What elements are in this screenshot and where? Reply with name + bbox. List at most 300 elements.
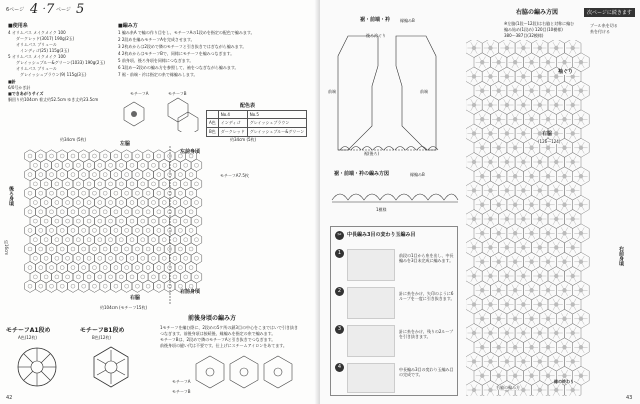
motif-hex (116, 178, 127, 190)
stitch-hex (565, 124, 582, 143)
instruction-line: 6 1段め～2段めの編み方を参照して、袖をつなぎながら編みます。 (118, 65, 239, 70)
stitch-hex (499, 267, 515, 286)
assembly-label-a: モチーフA (172, 379, 191, 384)
motif-hex (121, 280, 132, 292)
stitch-hex (515, 324, 532, 343)
edging-scallop (373, 147, 383, 151)
stitch-hex (474, 195, 491, 214)
stitch-hex (466, 67, 482, 86)
motif-hex (89, 168, 100, 180)
motif-hex (148, 215, 159, 227)
motif-hex (57, 187, 68, 199)
motif-hex (127, 234, 138, 246)
materials-line: インディゴ(25) 115g(3玉) (20, 48, 70, 53)
side-label: 右前身頃 (618, 246, 624, 266)
motif-hex (62, 252, 73, 264)
stitch-hex (499, 181, 515, 200)
stitch-hex (515, 124, 532, 143)
step-number: 2 (335, 287, 344, 296)
stitch-hex (556, 110, 572, 129)
motif-hex (121, 206, 132, 218)
motif-hex (111, 224, 122, 236)
motif-hex (132, 150, 143, 162)
stitch-hex (474, 138, 491, 157)
motif-hex (186, 261, 197, 273)
motif-hex (73, 196, 84, 208)
motif-hex (25, 261, 36, 273)
motif-hex (78, 187, 89, 199)
stitch-hex (474, 309, 491, 328)
upper-diagram-title: 裾・前端・衿 (360, 17, 391, 23)
stitch-hex (499, 96, 515, 115)
motif-hex (170, 252, 181, 264)
motif-hex (105, 252, 116, 264)
motif-hex (137, 234, 148, 246)
motif-hex (46, 187, 57, 199)
motif-hex (57, 206, 68, 218)
body-label: 右脇 (542, 131, 553, 137)
step-number: 4 (335, 363, 344, 372)
motif-hex (159, 196, 170, 208)
motif-hex (46, 206, 57, 218)
sleeve-note: ※左脇(1段～12段)は右脇と対称に編む (504, 21, 575, 26)
stitch-hex (507, 138, 524, 157)
stitch-hex (491, 252, 507, 271)
motif-hex (25, 150, 36, 162)
motif-hex (73, 252, 84, 264)
materials-line: ■できあがりサイズ (8, 91, 44, 96)
motif-hex (121, 243, 132, 255)
motif-a-diagram (14, 344, 60, 390)
motif-hex (30, 196, 41, 208)
assembly-line: モチーフBは、2段めで隣のモチーフAと引き抜きでつなぎます。 (160, 337, 276, 342)
stitch-hex (466, 153, 482, 172)
stitch-hex (466, 381, 482, 397)
stitch-hex (565, 267, 582, 286)
motif-hex (127, 215, 138, 227)
stitch-hex (507, 281, 524, 300)
stitch-hex (515, 238, 532, 257)
instruction-line: 5 前身頃、後ろ身頃を同様につなぎます。 (118, 58, 194, 63)
motif-hex (111, 280, 122, 292)
table-cell: グレイッシュブルー&グリーン (247, 128, 307, 137)
motif-hex (132, 261, 143, 273)
motif-b-title: モチーフB1段め (80, 327, 125, 334)
color-table-title: 配色表 (240, 103, 256, 109)
step-marker: ✂ (335, 231, 344, 240)
stitch-hex (573, 309, 590, 328)
materials-line: 4 オリムパス メイクメイク 100 (8, 30, 66, 35)
stitch-hex (507, 110, 524, 129)
motif-hex (89, 280, 100, 292)
stitch-hex (515, 295, 532, 314)
motif-hex (121, 168, 132, 180)
motif-hex (52, 234, 63, 246)
motif-hex (132, 187, 143, 199)
chart-dim-side: 約16cm (4, 240, 9, 256)
motif-hex (191, 215, 202, 227)
stitch-hex (482, 210, 499, 229)
stitch-hex (548, 210, 565, 229)
chart-dim-top: 約34cm (5枚) (60, 137, 87, 142)
motif-hex (143, 243, 154, 255)
motif-hex (170, 159, 181, 171)
motif-hex (52, 271, 63, 283)
stitch-hex (474, 81, 491, 100)
stitch-hex (565, 324, 582, 343)
motif-hex (148, 234, 159, 246)
motif-hex (154, 280, 165, 292)
motif-hex (30, 159, 41, 171)
materials-line: 6/0号かぎ針 (8, 85, 31, 90)
stitch-hex (491, 53, 507, 72)
motif-hex (180, 159, 191, 171)
motif-b-sub: B色(12枚) (92, 335, 111, 340)
motif-hex (137, 215, 148, 227)
stitch-hex (507, 224, 524, 243)
motif-hex (180, 271, 191, 283)
stitch-hex (515, 181, 532, 200)
step-text: 中長編み3目の変わり玉編み目の完成です。 (399, 367, 454, 378)
assembly-title: 前後身頃の編み方 (188, 315, 237, 322)
stitch-hex (523, 53, 539, 72)
motif-hex (89, 150, 100, 162)
right-page (320, 0, 640, 404)
motif-hex (30, 178, 41, 190)
motif-hex (35, 168, 46, 180)
motif-hex (94, 215, 105, 227)
motif-hex (57, 243, 68, 255)
motif-hex (94, 196, 105, 208)
motif-hex (46, 150, 57, 162)
edging-scallop (384, 147, 394, 151)
stitch-box-title: 中長編み3目の変わり玉編み目 (347, 232, 416, 238)
legend-cut: ブール糸を切る (590, 23, 618, 28)
motif-hex (127, 196, 138, 208)
motif-hex (41, 215, 52, 227)
table-row (207, 119, 307, 128)
motif-hex (116, 159, 127, 171)
assembly-diagram (190, 350, 300, 396)
stitch-hex (491, 309, 507, 328)
sleeve-chart-title: 右脇の編み方図 (516, 9, 559, 16)
motif-hex (84, 271, 95, 283)
motif-b-diagram (88, 344, 134, 390)
motif-hex (62, 215, 73, 227)
step-number: 1 (335, 249, 344, 258)
motif-hex (35, 150, 46, 162)
step-text: 針に糸をかけ、矢印のように6ループを一度に引き抜きます。 (399, 291, 455, 302)
motif-a-title: モチーフA1段め (6, 327, 51, 334)
stitch-hex (466, 352, 482, 371)
stitch-hex (515, 40, 532, 58)
stitch-hex (474, 110, 491, 129)
motif-hex (164, 261, 175, 273)
motif-hex (30, 234, 41, 246)
stitch-hex (565, 210, 582, 229)
step-text: 前段の1目から糸を出し、中長編みを3目未完成に編みます。 (399, 253, 454, 264)
motif-hex (25, 243, 36, 255)
motif-hex (46, 168, 57, 180)
stitch-hex (491, 224, 507, 243)
motif-hex (148, 159, 159, 171)
motif-hex (41, 271, 52, 283)
stitch-hex (556, 195, 572, 214)
step-photo (347, 363, 395, 393)
motif-hex (89, 206, 100, 218)
table-row (207, 128, 307, 137)
edging-scallop (351, 147, 361, 151)
stitch-hex (540, 195, 557, 214)
edge-count: 1模様 (376, 207, 387, 212)
stitch-hex (482, 352, 499, 371)
motif-hex (164, 187, 175, 199)
motif-hex (116, 196, 127, 208)
stitch-hex (565, 181, 582, 200)
motif-hex (132, 224, 143, 236)
motif-hex (132, 168, 143, 180)
materials-line: ■針 (8, 79, 16, 84)
materials-line: 5 オリムパス メイクメイク 100 (8, 54, 66, 59)
motif-a-label: モチーフA (130, 91, 149, 96)
motif-hex (68, 224, 79, 236)
stitch-hex (573, 281, 590, 300)
motif-hex (186, 187, 197, 199)
motif-hex (170, 215, 181, 227)
stitch-hex (491, 81, 507, 100)
motif-hex (62, 196, 73, 208)
stitch-hex (499, 295, 515, 314)
stitch-hex (491, 281, 507, 300)
motif-hex (159, 215, 170, 227)
motif-hex (73, 215, 84, 227)
stitch-hex (548, 40, 565, 58)
motif-hex (57, 224, 68, 236)
motif-hex (25, 224, 36, 236)
table-header-row (207, 111, 307, 119)
motif-hex (105, 196, 116, 208)
motif-hex (121, 187, 132, 199)
lower-diagram-sub: 縁編みB (410, 172, 425, 177)
motif-hex (52, 215, 63, 227)
assembly-line: 前後身頃の縫い代は不要です。仕上げにスチームアイロンをあてます。 (160, 343, 287, 348)
stitch-hex (474, 338, 491, 357)
motif-hex (191, 196, 202, 208)
stitch-hex (556, 81, 572, 100)
motif-hex (100, 224, 111, 236)
upper-diagram-sub: 縁編みB (400, 18, 415, 23)
stitch-hex (474, 252, 491, 271)
sleeve-note: 編み始め(1段め) 120目(10模様) (504, 27, 563, 32)
stitch-hex (532, 352, 548, 371)
stitch-hex (507, 309, 524, 328)
motif-hex (78, 224, 89, 236)
motif-hex (154, 261, 165, 273)
stitch-hex (573, 53, 590, 72)
chart-label-right-panel: 右脇 (130, 295, 141, 301)
motif-hex (154, 206, 165, 218)
step-number: 3 (335, 325, 344, 334)
stitch-hex (523, 224, 539, 243)
motif-hex (30, 271, 41, 283)
upper-label: 裾(後ろ) (364, 151, 380, 156)
page-number-right: 43 (626, 395, 633, 401)
motif-hex (62, 271, 73, 283)
motif-hex (175, 187, 186, 199)
stitch-hex (532, 153, 548, 172)
assembly-line: 1モチーフを編む際に、2段めの5ケ所の鎖3目の中心をこまではいで引き抜き (160, 325, 298, 330)
motif-hex (35, 187, 46, 199)
side-stitch-chart (466, 40, 638, 396)
motif-hex (154, 224, 165, 236)
motif-hex (89, 243, 100, 255)
motif-hex (105, 178, 116, 190)
motif-hex (105, 271, 116, 283)
motif-hex (105, 215, 116, 227)
stitch-hex (556, 281, 572, 300)
motif-hex (78, 168, 89, 180)
stitch-hex (515, 210, 532, 229)
motif-hex (25, 187, 36, 199)
motif-hex (35, 243, 46, 255)
motif-hex (52, 252, 63, 264)
motif-hex (180, 178, 191, 190)
stitch-hex (573, 167, 590, 186)
stitch-hex (523, 366, 539, 385)
stitch-hex (499, 124, 515, 143)
header-suffix: ページ (56, 7, 71, 13)
stitch-hex (474, 167, 491, 186)
stitch-hex (548, 267, 565, 286)
edging-scallop (362, 147, 372, 151)
stitch-hex (573, 138, 590, 157)
motif-hex (137, 252, 148, 264)
stitch-hex (523, 167, 539, 186)
motif-hex (62, 178, 73, 190)
edging-scallop (406, 147, 416, 151)
motif-hex (62, 234, 73, 246)
motif-a-sub: A色(12枚) (18, 335, 37, 340)
motif-hex (164, 150, 175, 162)
stitch-hex (474, 224, 491, 243)
motif-hex (148, 178, 159, 190)
stitch-hex (482, 153, 499, 172)
stitch-hex (499, 40, 515, 58)
motif-hex (89, 224, 100, 236)
motif-hex (46, 261, 57, 273)
assembly-label-b: モチーフB (172, 389, 191, 394)
motif-hex (94, 178, 105, 190)
stitch-hex (466, 210, 482, 229)
motif-hex (84, 178, 95, 190)
stitch-hex (523, 110, 539, 129)
stitch-hex (507, 53, 524, 72)
motif-hex (186, 206, 197, 218)
motif-hex (143, 261, 154, 273)
chart-center-note: モチーフA7.5枚 (220, 173, 249, 178)
body-sub: (126～124) (538, 139, 561, 144)
stitch-hex (565, 295, 582, 314)
motif-hex (111, 243, 122, 255)
stitch-hex (482, 181, 499, 200)
motif-hex (94, 252, 105, 264)
motif-hex (164, 224, 175, 236)
motif-hex (52, 196, 63, 208)
motif-hex (148, 196, 159, 208)
motif-hex (121, 150, 132, 162)
edging-stitch-diagram (330, 184, 460, 206)
stitch-hex (499, 352, 515, 371)
chart-label-right-front: 右前身頃 (180, 289, 201, 295)
instruction-line: 4 2枚めからはモチーフBで、同様にモチーフを編みつなぎます。 (118, 51, 235, 56)
motif-hex (78, 206, 89, 218)
motif-hex (137, 271, 148, 283)
motif-hex (164, 280, 175, 292)
table-cell: B色 (207, 128, 219, 137)
stitch-hex (565, 352, 582, 371)
motif-hex (121, 224, 132, 236)
upper-label: 前端 (328, 89, 336, 94)
chart-label-back: 後ろ身頃 (8, 186, 14, 206)
motif-hex (148, 252, 159, 264)
stitch-hex (515, 267, 532, 286)
motif-hex (175, 261, 186, 273)
motif-hex (111, 168, 122, 180)
motif-hex (143, 168, 154, 180)
motif-hex (41, 196, 52, 208)
table-cell: グレイッシュブラウン (247, 119, 307, 128)
motif-hex (68, 187, 79, 199)
stitch-hex (556, 338, 572, 357)
stitch-hex (565, 238, 582, 257)
stitch-hex (482, 96, 499, 115)
header-model3: 5 (76, 2, 85, 17)
motif-hex (170, 178, 181, 190)
stitch-hex (482, 67, 499, 86)
stitch-hex (466, 324, 482, 343)
stitch-hex (482, 324, 499, 343)
motif-hex (41, 159, 52, 171)
motif-hex (164, 206, 175, 218)
materials-line: オリムパス ブリュール (16, 42, 57, 47)
stitch-hex (491, 366, 507, 385)
lower-diagram-title: 裾・前端・衿の編み方図 (334, 171, 390, 177)
header-prefix: 6ページ (6, 7, 25, 13)
motif-hex (137, 159, 148, 171)
chart-dim-bottom: 約104cm (モチーフ15枚) (100, 305, 148, 310)
motif-hex (127, 178, 138, 190)
stitch-hex (466, 238, 482, 257)
stitch-hex (515, 96, 532, 115)
stitch-hex (491, 195, 507, 214)
motif-hex (170, 234, 181, 246)
stitch-hex (507, 81, 524, 100)
stitch-hex (556, 252, 572, 271)
stitch-hex (532, 210, 548, 229)
stitch-hex (466, 295, 482, 314)
stitch-hex (515, 352, 532, 371)
stitch-hex (482, 267, 499, 286)
motif-hex (25, 168, 36, 180)
instructions-title: ■編み方 (118, 23, 138, 29)
motif-hex (132, 280, 143, 292)
stitch-hex (540, 167, 557, 186)
motif-hex (25, 280, 36, 292)
motif-hex (78, 243, 89, 255)
header-model: 4 (30, 2, 39, 17)
motif-hex (73, 234, 84, 246)
stitch-hex (556, 224, 572, 243)
